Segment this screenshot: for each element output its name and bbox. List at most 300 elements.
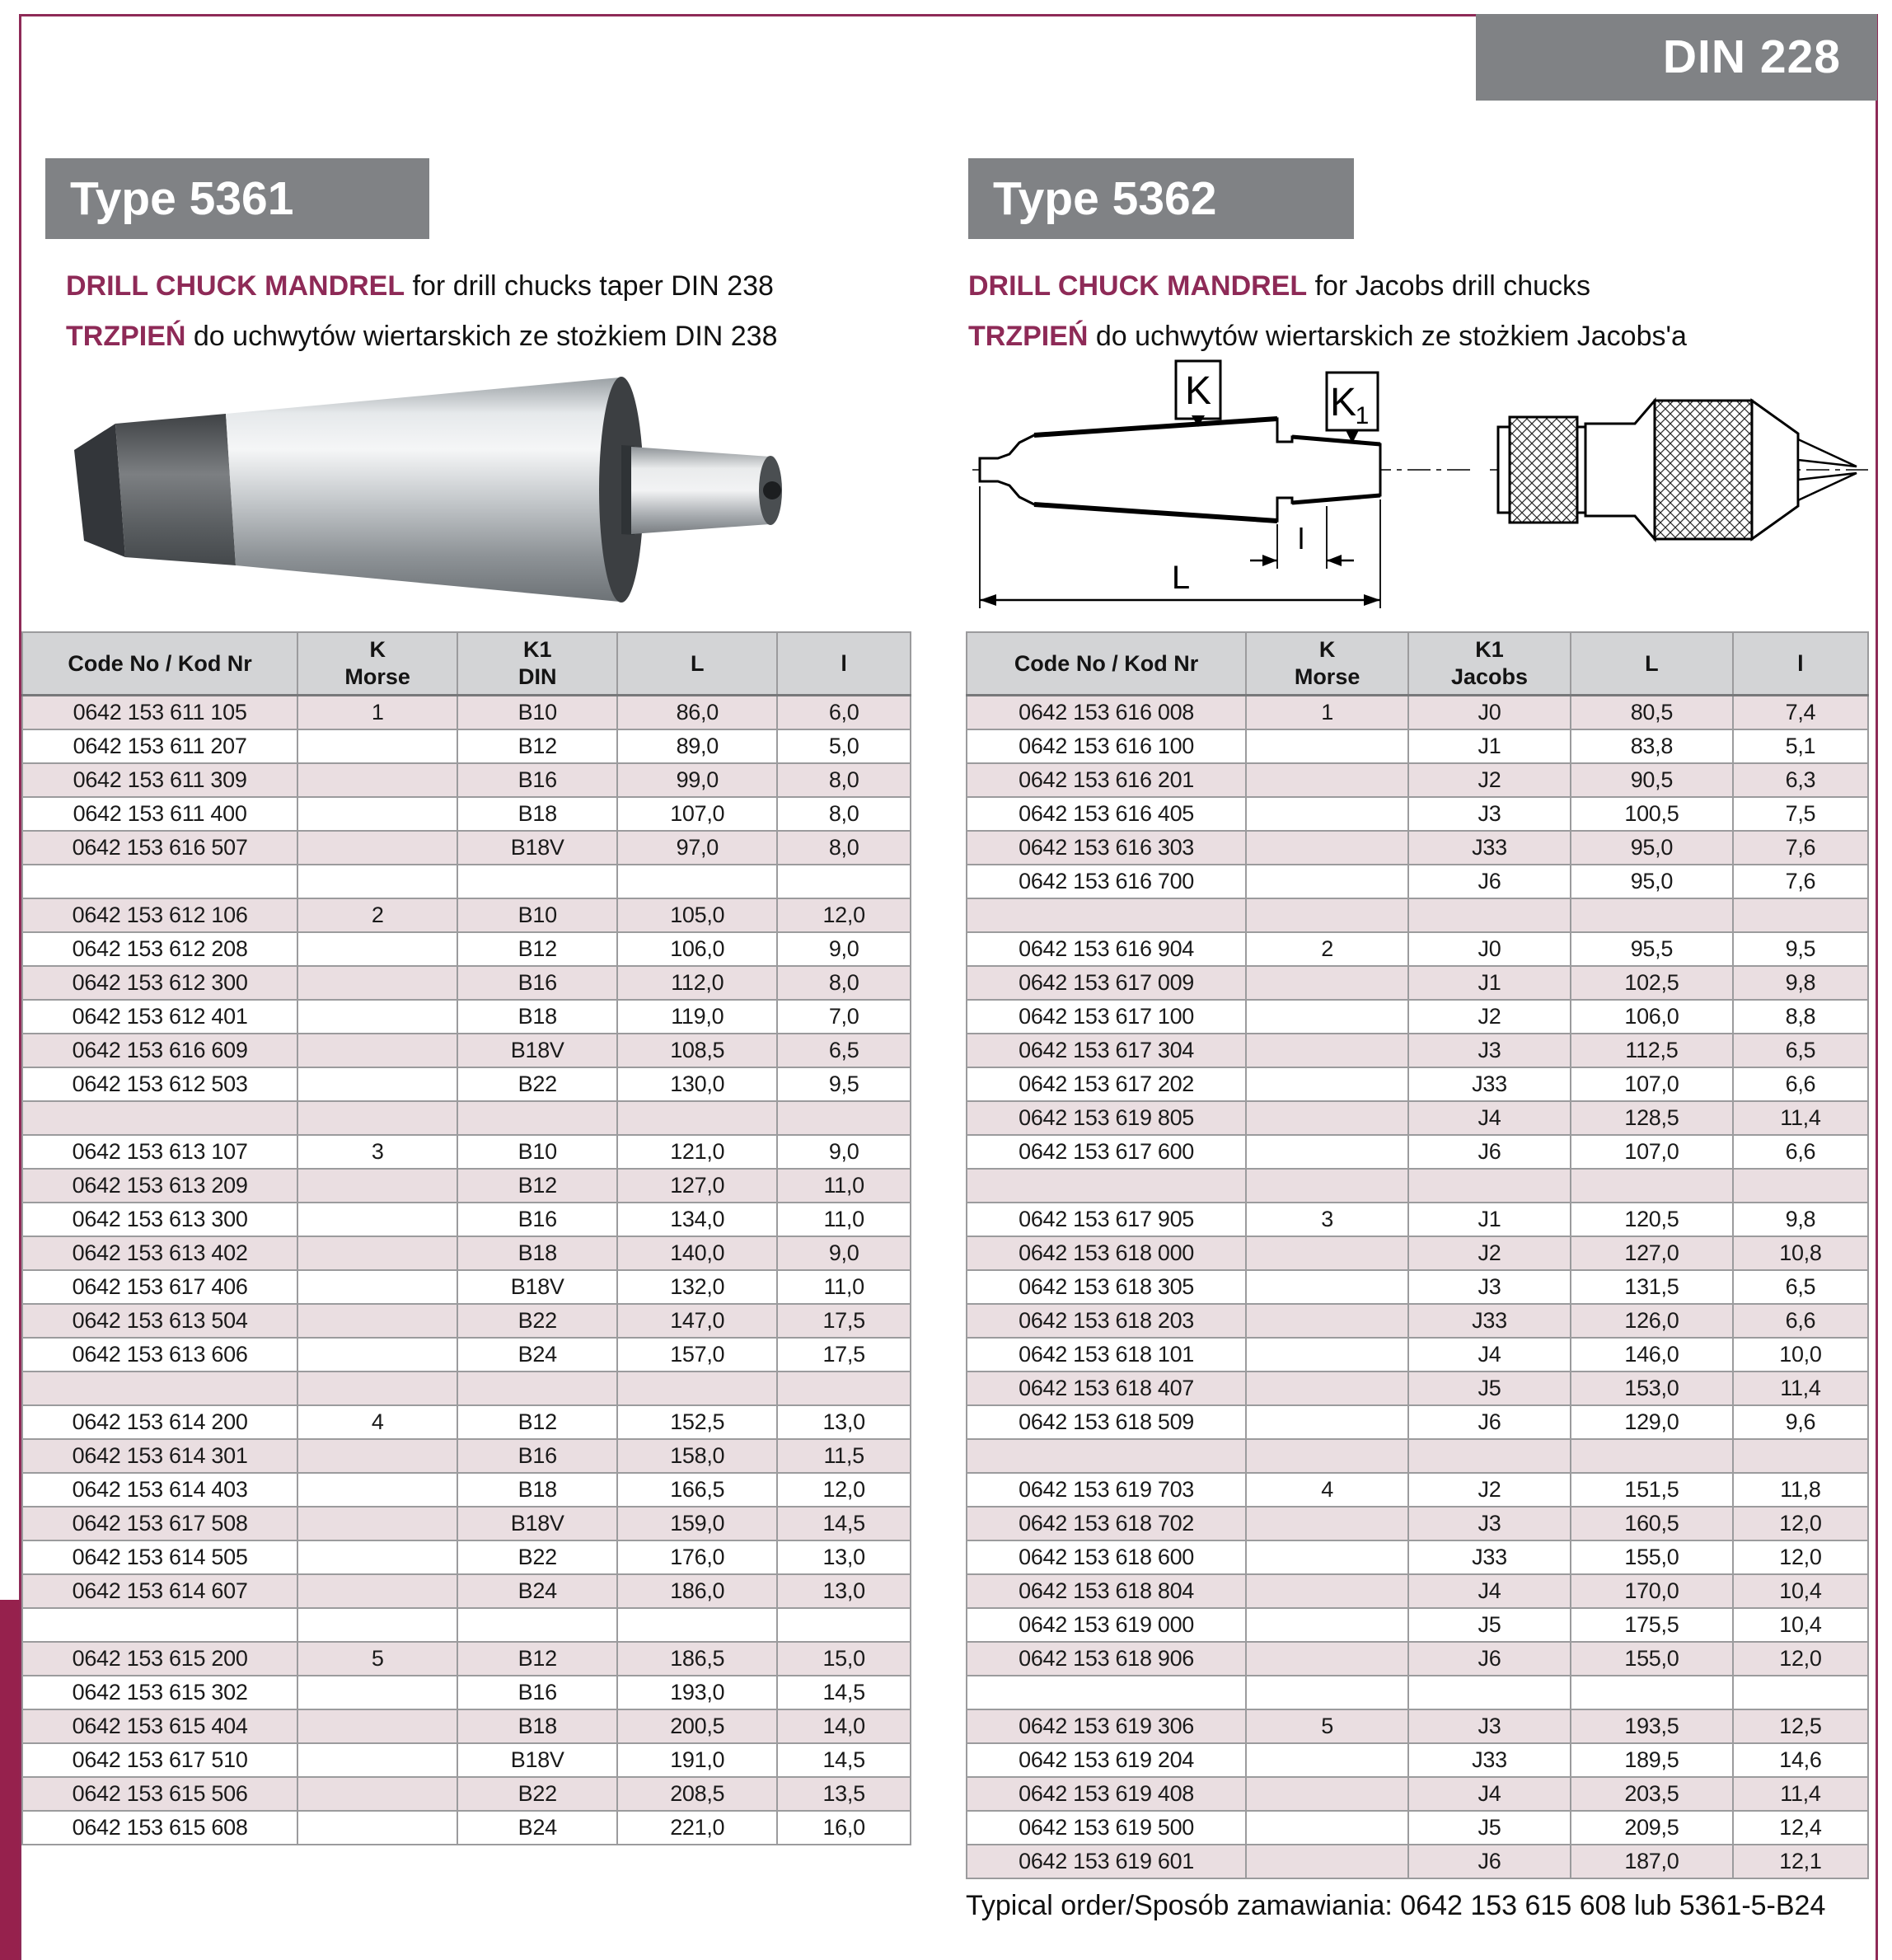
code-cell: 0642 153 617 406 — [22, 1270, 297, 1304]
value-cell: 5,0 — [777, 729, 911, 763]
table-row — [967, 1574, 1868, 1608]
value-cell — [1246, 1236, 1408, 1270]
value-cell — [1246, 1169, 1408, 1203]
code-cell: 0642 153 619 500 — [967, 1811, 1246, 1845]
code-cell: 0642 153 617 508 — [22, 1507, 297, 1540]
value-cell: B12 — [457, 1642, 617, 1676]
code-cell — [22, 1372, 297, 1405]
table-row — [22, 696, 911, 730]
code-cell: 0642 153 618 407 — [967, 1372, 1246, 1405]
code-cell: 0642 153 618 203 — [967, 1304, 1246, 1338]
value-cell: 130,0 — [617, 1067, 777, 1101]
value-cell — [1246, 1000, 1408, 1034]
table-row — [967, 1608, 1868, 1642]
value-cell — [297, 966, 457, 1000]
value-cell: J6 — [1408, 1845, 1571, 1878]
code-cell: 0642 153 619 805 — [967, 1101, 1246, 1135]
value-cell: 107,0 — [617, 797, 777, 831]
value-cell — [297, 1169, 457, 1203]
value-cell: B12 — [457, 1169, 617, 1203]
table-row — [22, 1473, 911, 1507]
value-cell: B16 — [457, 966, 617, 1000]
value-cell: 10,4 — [1733, 1608, 1868, 1642]
mandrel-diagram — [968, 345, 1871, 629]
page-border-right — [1876, 14, 1878, 1960]
value-cell — [297, 1101, 457, 1135]
code-cell: 0642 153 616 201 — [967, 763, 1246, 797]
value-cell — [297, 729, 457, 763]
table-row — [22, 1676, 911, 1709]
code-cell: 0642 153 611 309 — [22, 763, 297, 797]
din-standard-badge — [1476, 14, 1877, 101]
code-cell: 0642 153 613 606 — [22, 1338, 297, 1372]
value-cell: 100,5 — [1571, 797, 1733, 831]
table-row — [22, 1642, 911, 1676]
value-cell — [297, 1034, 457, 1067]
table-row — [22, 1709, 911, 1743]
value-cell: 11,4 — [1733, 1372, 1868, 1405]
value-cell: J0 — [1408, 696, 1571, 730]
value-cell: 106,0 — [617, 932, 777, 966]
value-cell: 193,0 — [617, 1676, 777, 1709]
value-cell: 97,0 — [617, 831, 777, 865]
value-cell — [297, 1000, 457, 1034]
k1-callout — [1327, 373, 1378, 443]
table-row — [967, 729, 1868, 763]
spacer-row — [22, 1372, 911, 1405]
code-cell: 0642 153 616 609 — [22, 1034, 297, 1067]
value-cell: 200,5 — [617, 1709, 777, 1743]
value-cell — [297, 831, 457, 865]
value-cell: 12,0 — [777, 898, 911, 932]
value-cell: J1 — [1408, 729, 1571, 763]
code-cell: 0642 153 613 209 — [22, 1169, 297, 1203]
value-cell: B10 — [457, 898, 617, 932]
value-cell: 157,0 — [617, 1338, 777, 1372]
code-cell: 0642 153 615 506 — [22, 1777, 297, 1811]
value-cell: 140,0 — [617, 1236, 777, 1270]
table-row — [22, 1405, 911, 1439]
type-5361-table — [21, 631, 911, 1845]
value-cell — [297, 1067, 457, 1101]
value-cell — [297, 1709, 457, 1743]
table-row — [967, 1338, 1868, 1372]
value-cell: 5,1 — [1733, 729, 1868, 763]
value-cell: 17,5 — [777, 1338, 911, 1372]
value-cell — [1246, 966, 1408, 1000]
type-5361-heading — [45, 158, 429, 239]
value-cell: 12,0 — [1733, 1540, 1868, 1574]
code-cell: 0642 153 611 400 — [22, 797, 297, 831]
code-cell: 0642 153 617 510 — [22, 1743, 297, 1777]
value-cell: 1 — [297, 696, 457, 730]
value-cell: 13,0 — [777, 1540, 911, 1574]
table-row — [967, 865, 1868, 898]
value-cell: B18V — [457, 1270, 617, 1304]
value-cell: 176,0 — [617, 1540, 777, 1574]
value-cell — [1408, 1169, 1571, 1203]
column-header: Code No / Kod Nr — [967, 632, 1246, 696]
value-cell — [297, 1540, 457, 1574]
table-row — [22, 1338, 911, 1372]
value-cell: 193,5 — [1571, 1709, 1733, 1743]
value-cell: J3 — [1408, 1034, 1571, 1067]
value-cell: 191,0 — [617, 1743, 777, 1777]
table-row — [22, 1169, 911, 1203]
value-cell — [777, 1372, 911, 1405]
value-cell: B18 — [457, 797, 617, 831]
value-cell: B16 — [457, 763, 617, 797]
code-cell: 0642 153 619 306 — [967, 1709, 1246, 1743]
value-cell: 99,0 — [617, 763, 777, 797]
header-row — [22, 632, 911, 696]
value-cell: 186,0 — [617, 1574, 777, 1608]
value-cell: 8,0 — [777, 763, 911, 797]
code-cell: 0642 153 614 505 — [22, 1540, 297, 1574]
value-cell: 13,0 — [777, 1405, 911, 1439]
description-pl-rest: do uchwytów wiertarskich ze stożkiem DIN 238 — [185, 321, 778, 352]
value-cell: B22 — [457, 1540, 617, 1574]
value-cell: 166,5 — [617, 1473, 777, 1507]
value-cell: 95,5 — [1571, 932, 1733, 966]
value-cell: 170,0 — [1571, 1574, 1733, 1608]
table-row — [967, 1372, 1868, 1405]
type-5362-heading — [968, 158, 1354, 239]
value-cell: 89,0 — [617, 729, 777, 763]
table-row — [967, 797, 1868, 831]
table-row — [967, 1270, 1868, 1304]
value-cell: 8,8 — [1733, 1000, 1868, 1034]
value-cell — [297, 1236, 457, 1270]
code-cell: 0642 153 613 107 — [22, 1135, 297, 1169]
table-row — [967, 1034, 1868, 1067]
value-cell — [297, 797, 457, 831]
value-cell: 126,0 — [1571, 1304, 1733, 1338]
value-cell — [1246, 1642, 1408, 1676]
value-cell: B16 — [457, 1203, 617, 1236]
table-row — [22, 1439, 911, 1473]
code-cell: 0642 153 616 700 — [967, 865, 1246, 898]
value-cell: 8,0 — [777, 966, 911, 1000]
value-cell — [1246, 763, 1408, 797]
code-cell: 0642 153 614 607 — [22, 1574, 297, 1608]
description-pl-bold: TRZPIEŃ — [968, 321, 1089, 352]
value-cell: 127,0 — [1571, 1236, 1733, 1270]
value-cell — [617, 1372, 777, 1405]
value-cell — [1246, 1405, 1408, 1439]
value-cell: 9,5 — [777, 1067, 911, 1101]
table-row — [22, 797, 911, 831]
value-cell: B16 — [457, 1676, 617, 1709]
code-cell: 0642 153 615 200 — [22, 1642, 297, 1676]
value-cell: 5 — [297, 1642, 457, 1676]
value-cell: 127,0 — [617, 1169, 777, 1203]
value-cell: 129,0 — [1571, 1405, 1733, 1439]
value-cell — [457, 1372, 617, 1405]
description-en-bold: DRILL CHUCK MANDREL — [66, 270, 405, 302]
value-cell: 10,0 — [1733, 1338, 1868, 1372]
value-cell — [297, 763, 457, 797]
value-cell — [297, 1372, 457, 1405]
column-header: l — [777, 632, 911, 696]
value-cell: 8,0 — [777, 831, 911, 865]
value-cell: 121,0 — [617, 1135, 777, 1169]
code-cell: 0642 153 612 208 — [22, 932, 297, 966]
description-pl — [66, 321, 923, 353]
code-cell: 0642 153 616 507 — [22, 831, 297, 865]
value-cell — [297, 1507, 457, 1540]
value-cell — [1246, 1372, 1408, 1405]
code-cell: 0642 153 619 000 — [967, 1608, 1246, 1642]
value-cell: 175,5 — [1571, 1608, 1733, 1642]
value-cell — [1733, 1169, 1868, 1203]
table-row — [22, 1574, 911, 1608]
value-cell: 187,0 — [1571, 1845, 1733, 1878]
table-row — [22, 1135, 911, 1169]
code-cell: 0642 153 614 200 — [22, 1405, 297, 1439]
value-cell — [1408, 1676, 1571, 1709]
column-header: K1 Jacobs — [1408, 632, 1571, 696]
description-en-rest: for Jacobs drill chucks — [1307, 270, 1591, 302]
value-cell — [297, 1473, 457, 1507]
value-cell: 208,5 — [617, 1777, 777, 1811]
value-cell — [1246, 1338, 1408, 1372]
value-cell: 14,5 — [777, 1507, 911, 1540]
code-cell: 0642 153 616 008 — [967, 696, 1246, 730]
table-row — [22, 1540, 911, 1574]
k1-callout-subscript: 1 — [1355, 402, 1370, 429]
code-cell: 0642 153 617 304 — [967, 1034, 1246, 1067]
value-cell: 80,5 — [1571, 696, 1733, 730]
value-cell: J2 — [1408, 1473, 1571, 1507]
value-cell — [1246, 831, 1408, 865]
table-row — [22, 831, 911, 865]
column-header: K Morse — [1246, 632, 1408, 696]
value-cell: B24 — [457, 1811, 617, 1845]
code-cell: 0642 153 612 503 — [22, 1067, 297, 1101]
value-cell: 132,0 — [617, 1270, 777, 1304]
value-cell: 6,0 — [777, 696, 911, 730]
code-cell: 0642 153 611 207 — [22, 729, 297, 763]
code-cell: 0642 153 617 600 — [967, 1135, 1246, 1169]
code-cell — [967, 898, 1246, 932]
spacer-row — [967, 898, 1868, 932]
table-row — [22, 932, 911, 966]
code-cell — [967, 1676, 1246, 1709]
value-cell — [1246, 729, 1408, 763]
value-cell: 10,8 — [1733, 1236, 1868, 1270]
value-cell: 6,6 — [1733, 1135, 1868, 1169]
value-cell: 119,0 — [617, 1000, 777, 1034]
value-cell: 9,0 — [777, 1236, 911, 1270]
value-cell: 155,0 — [1571, 1540, 1733, 1574]
value-cell — [1246, 1845, 1408, 1878]
column-header: K1 DIN — [457, 632, 617, 696]
value-cell — [297, 1203, 457, 1236]
value-cell: J3 — [1408, 1507, 1571, 1540]
value-cell: 189,5 — [1571, 1743, 1733, 1777]
value-cell: J3 — [1408, 797, 1571, 831]
value-cell: 203,5 — [1571, 1777, 1733, 1811]
value-cell: J4 — [1408, 1338, 1571, 1372]
value-cell: 112,0 — [617, 966, 777, 1000]
value-cell: 90,5 — [1571, 763, 1733, 797]
value-cell — [1246, 1304, 1408, 1338]
value-cell — [297, 1608, 457, 1642]
table-row — [22, 1743, 911, 1777]
value-cell: 17,5 — [777, 1304, 911, 1338]
value-cell — [1246, 1034, 1408, 1067]
table-row — [22, 1507, 911, 1540]
value-cell — [1408, 898, 1571, 932]
value-cell: B16 — [457, 1439, 617, 1473]
code-cell: 0642 153 615 608 — [22, 1811, 297, 1845]
value-cell: 83,8 — [1571, 729, 1733, 763]
value-cell — [297, 1574, 457, 1608]
table-row — [967, 1709, 1868, 1743]
code-cell: 0642 153 613 504 — [22, 1304, 297, 1338]
value-cell: J5 — [1408, 1811, 1571, 1845]
code-cell: 0642 153 618 906 — [967, 1642, 1246, 1676]
value-cell: 2 — [1246, 932, 1408, 966]
mandrel-photo — [51, 353, 830, 625]
value-cell: 95,0 — [1571, 831, 1733, 865]
value-cell: 9,0 — [777, 932, 911, 966]
value-cell: B12 — [457, 729, 617, 763]
table-row — [967, 1473, 1868, 1507]
header-row — [967, 632, 1868, 696]
mandrel-outline — [980, 419, 1380, 521]
table-row — [22, 1811, 911, 1845]
value-cell: 12,0 — [1733, 1642, 1868, 1676]
value-cell: 209,5 — [1571, 1811, 1733, 1845]
value-cell: 160,5 — [1571, 1507, 1733, 1540]
spacer-row — [967, 1169, 1868, 1203]
value-cell: 3 — [297, 1135, 457, 1169]
code-cell: 0642 153 615 302 — [22, 1676, 297, 1709]
value-cell: 86,0 — [617, 696, 777, 730]
value-cell — [1246, 1676, 1408, 1709]
value-cell — [1246, 1135, 1408, 1169]
value-cell: 158,0 — [617, 1439, 777, 1473]
table-row — [22, 729, 911, 763]
value-cell — [297, 865, 457, 898]
value-cell: 151,5 — [1571, 1473, 1733, 1507]
value-cell — [1246, 1743, 1408, 1777]
code-cell — [967, 1169, 1246, 1203]
table-row — [967, 1540, 1868, 1574]
code-cell: 0642 153 618 101 — [967, 1338, 1246, 1372]
drill-chuck-drawing — [1498, 401, 1857, 539]
table-row — [967, 831, 1868, 865]
description-pl-rest: do uchwytów wiertarskich ze stożkiem Jacobs'a — [1088, 321, 1687, 352]
value-cell: 1 — [1246, 696, 1408, 730]
value-cell: B18 — [457, 1709, 617, 1743]
value-cell: J4 — [1408, 1101, 1571, 1135]
code-cell: 0642 153 616 405 — [967, 797, 1246, 831]
value-cell — [1246, 1507, 1408, 1540]
table-row — [967, 1743, 1868, 1777]
code-cell: 0642 153 616 100 — [967, 729, 1246, 763]
value-cell — [1246, 797, 1408, 831]
value-cell: 128,5 — [1571, 1101, 1733, 1135]
value-cell: B12 — [457, 932, 617, 966]
table-row — [967, 1845, 1868, 1878]
code-cell: 0642 153 619 601 — [967, 1845, 1246, 1878]
value-cell: 11,0 — [777, 1169, 911, 1203]
value-cell: 9,5 — [1733, 932, 1868, 966]
value-cell: 159,0 — [617, 1507, 777, 1540]
value-cell — [777, 1101, 911, 1135]
code-cell — [22, 1608, 297, 1642]
value-cell — [1571, 1676, 1733, 1709]
code-cell: 0642 153 619 408 — [967, 1777, 1246, 1811]
dim-l-total-label: L — [1171, 560, 1191, 596]
value-cell — [297, 1777, 457, 1811]
value-cell: 6,5 — [1733, 1270, 1868, 1304]
value-cell: 9,6 — [1733, 1405, 1868, 1439]
left-edge-tab — [0, 1600, 20, 1960]
value-cell: 11,5 — [777, 1439, 911, 1473]
value-cell: B22 — [457, 1067, 617, 1101]
type-5361-label: Type 5361 — [70, 172, 294, 225]
value-cell: 7,6 — [1733, 865, 1868, 898]
typical-order-note: Typical order/Sposób zamawiania: 0642 153 615 608 lub 5361-5-B24 — [966, 1890, 1826, 1921]
value-cell: J33 — [1408, 1067, 1571, 1101]
value-cell — [777, 1608, 911, 1642]
value-cell: J6 — [1408, 1642, 1571, 1676]
value-cell: B12 — [457, 1405, 617, 1439]
spacer-row — [22, 1608, 911, 1642]
description-en-rest: for drill chucks taper DIN 238 — [405, 270, 774, 302]
value-cell: J5 — [1408, 1608, 1571, 1642]
value-cell: 4 — [297, 1405, 457, 1439]
table-row — [967, 932, 1868, 966]
value-cell: J2 — [1408, 763, 1571, 797]
code-cell: 0642 153 618 305 — [967, 1270, 1246, 1304]
code-cell — [22, 865, 297, 898]
table-row — [967, 1507, 1868, 1540]
value-cell — [297, 1676, 457, 1709]
value-cell: 9,8 — [1733, 1203, 1868, 1236]
value-cell: 153,0 — [1571, 1372, 1733, 1405]
value-cell: 9,0 — [777, 1135, 911, 1169]
value-cell — [617, 1101, 777, 1135]
value-cell: 12,0 — [1733, 1507, 1868, 1540]
code-cell: 0642 153 619 204 — [967, 1743, 1246, 1777]
value-cell: 120,5 — [1571, 1203, 1733, 1236]
k-callout — [1176, 361, 1220, 427]
code-cell: 0642 153 617 009 — [967, 966, 1246, 1000]
dim-l-small-label: l — [1298, 522, 1304, 556]
value-cell: 146,0 — [1571, 1338, 1733, 1372]
value-cell — [1246, 1811, 1408, 1845]
value-cell: J2 — [1408, 1236, 1571, 1270]
column-header: L — [617, 632, 777, 696]
table-row — [967, 1101, 1868, 1135]
code-cell: 0642 153 618 702 — [967, 1507, 1246, 1540]
code-cell: 0642 153 618 000 — [967, 1236, 1246, 1270]
code-cell: 0642 153 619 703 — [967, 1473, 1246, 1507]
value-cell: 131,5 — [1571, 1270, 1733, 1304]
value-cell: 11,4 — [1733, 1777, 1868, 1811]
table-row — [967, 966, 1868, 1000]
table-row — [967, 763, 1868, 797]
value-cell — [297, 1811, 457, 1845]
code-cell: 0642 153 611 105 — [22, 696, 297, 730]
table-row — [967, 1811, 1868, 1845]
value-cell: J33 — [1408, 831, 1571, 865]
